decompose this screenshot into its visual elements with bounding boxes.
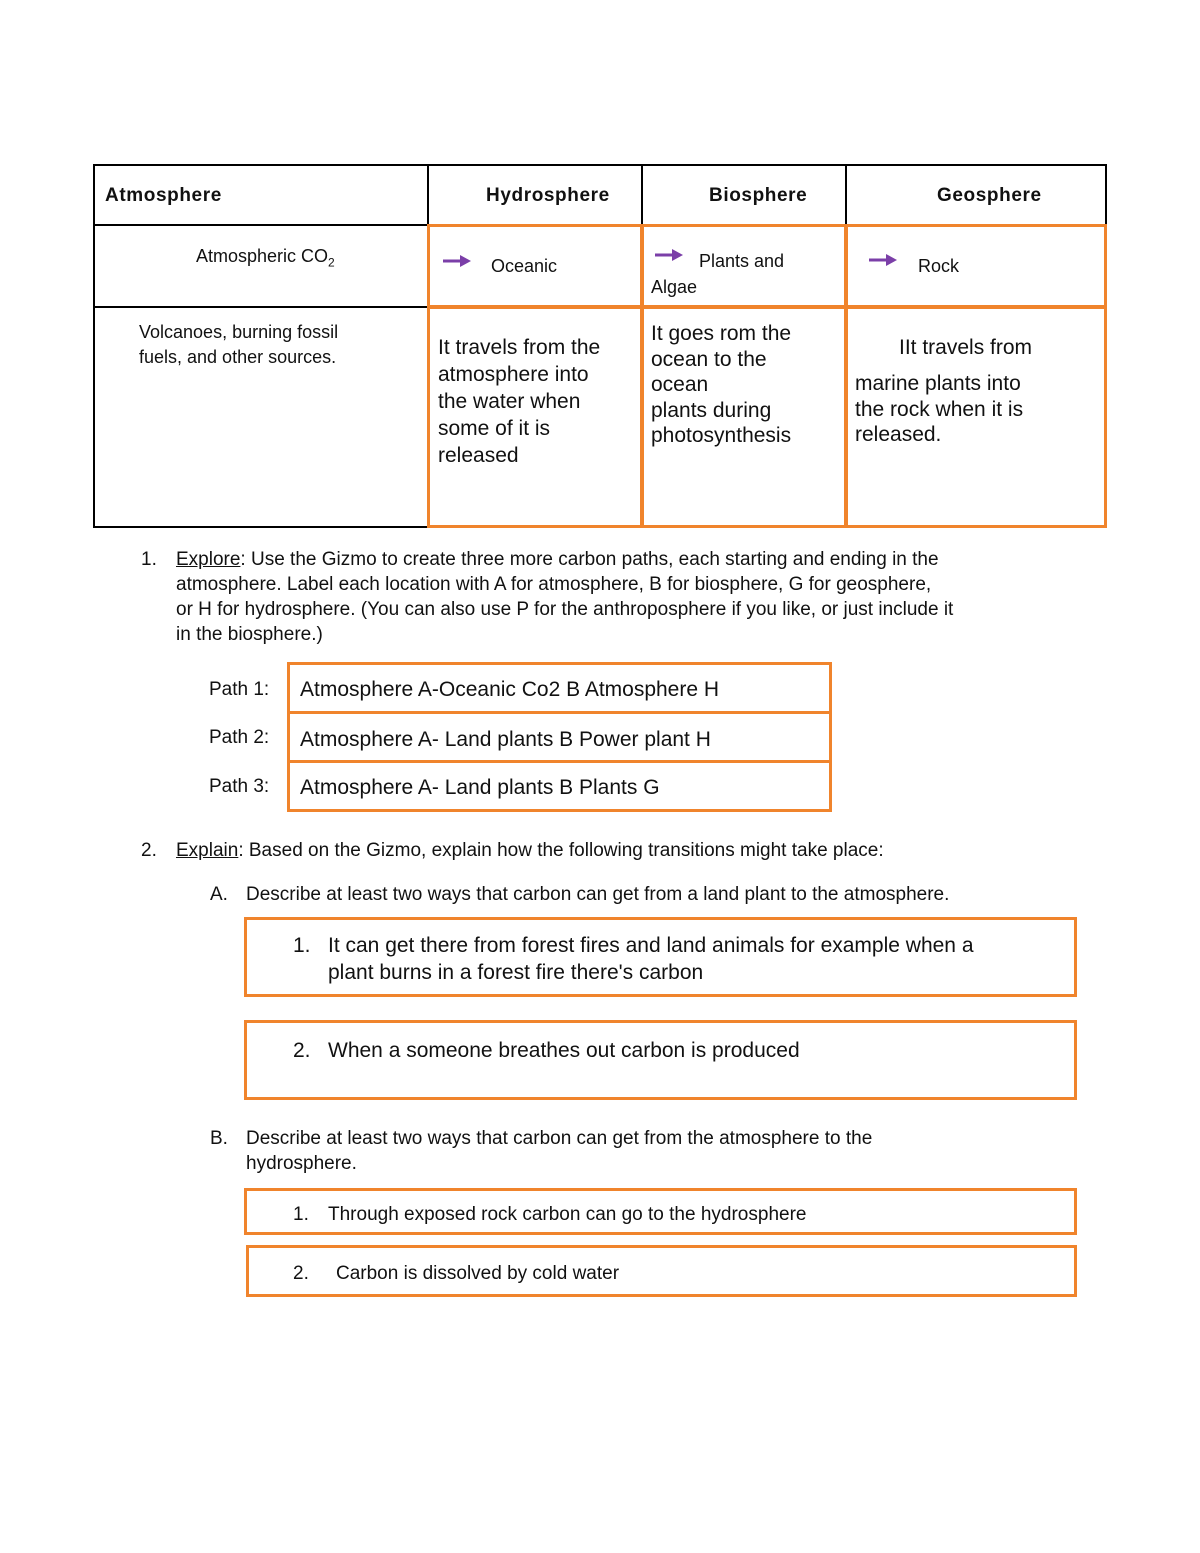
- text-line: marine plants into: [855, 372, 1021, 395]
- explain-keyword: Explain: [176, 840, 239, 861]
- header-biosphere: Biosphere: [709, 185, 808, 206]
- answer-number: 2.: [293, 1263, 309, 1284]
- explore-keyword: Explore: [176, 549, 241, 570]
- answer-number: 1.: [293, 1204, 309, 1225]
- part-b-answer-2-text: Carbon is dissolved by cold water: [336, 1263, 620, 1284]
- text-line: some of it is: [438, 417, 551, 440]
- atmospheric-co2-text: Atmospheric CO: [196, 246, 329, 266]
- biosphere-description: [651, 321, 791, 449]
- question-2-text: [176, 838, 884, 863]
- cell-hydrosphere-row1: [427, 224, 643, 308]
- oceanic-text: Oceanic: [491, 256, 558, 276]
- path-2-label: Path 2:: [209, 727, 270, 748]
- atmosphere-sources-text: [139, 320, 338, 370]
- cell-hydrosphere-row2: [427, 306, 643, 528]
- text-line: plants during: [651, 398, 772, 422]
- plants-and-text: Plants and: [699, 251, 785, 271]
- path-1-answer: Atmosphere A-Oceanic Co2 B Atmosphere H: [300, 678, 720, 701]
- part-a-answer-2-text: When a someone breathes out carbon is produced: [328, 1039, 800, 1062]
- text-line: in the biosphere.): [176, 624, 323, 645]
- text-line: [176, 547, 1086, 572]
- header-cell-atmosphere: [93, 164, 429, 226]
- right-arrow-icon: [442, 254, 472, 268]
- cell-atmosphere-row2: [93, 306, 429, 528]
- text-line: It goes rom the: [651, 322, 792, 345]
- text-line: fuels, and other sources.: [139, 347, 337, 367]
- answer-number: 2.: [293, 1039, 311, 1062]
- path-1-answer-box[interactable]: [287, 662, 832, 714]
- rock-text: Rock: [918, 256, 960, 276]
- path-2-answer: Atmosphere A- Land plants B Power plant H: [300, 728, 711, 751]
- text-line: Volcanoes, burning fossil: [139, 322, 339, 342]
- part-a-answer-1-text: [328, 932, 974, 986]
- part-a-answer-1-box[interactable]: [244, 917, 1077, 997]
- hydrosphere-description: [438, 334, 600, 469]
- part-a-prompt: Describe at least two ways that carbon can get from a land plant to the atmosphere.: [246, 884, 950, 905]
- header-hydrosphere: Hydrosphere: [486, 185, 610, 206]
- cell-atmosphere-row1: [93, 224, 429, 308]
- header-atmosphere: Atmosphere: [105, 185, 222, 206]
- part-a-letter: A.: [210, 884, 228, 905]
- question-1-number: 1.: [141, 549, 157, 570]
- part-b-letter: B.: [210, 1128, 228, 1149]
- geosphere-first-line: IIt travels from: [899, 336, 1033, 359]
- header-geosphere: Geosphere: [937, 185, 1042, 206]
- part-b-answer-2-box[interactable]: [246, 1245, 1077, 1297]
- text-line: released: [438, 444, 519, 467]
- text-line: the rock when it is: [855, 397, 1024, 421]
- text-line: It can get there from forest fires and land animals for example when a: [328, 934, 974, 957]
- text-line: hydrosphere.: [246, 1153, 357, 1174]
- path-3-answer-box[interactable]: [287, 760, 832, 812]
- part-b-answer-1-box[interactable]: [244, 1188, 1077, 1235]
- question-2-number: 2.: [141, 840, 157, 861]
- right-arrow-icon: [654, 248, 684, 262]
- question-1-text: [176, 547, 1086, 647]
- text-line: It travels from the: [438, 336, 601, 359]
- text-line: ocean to the: [651, 347, 767, 371]
- cell-geosphere-row1: [845, 224, 1107, 308]
- co2-subscript: 2: [328, 255, 335, 270]
- header-cell-biosphere: [641, 164, 847, 226]
- text-line: released.: [855, 423, 942, 446]
- path-2-answer-box[interactable]: [287, 711, 832, 763]
- text-line: atmosphere into: [438, 363, 589, 386]
- text-segment: : Based on the Gizmo, explain how the following transitions might take place:: [238, 840, 884, 861]
- algae-text: Algae: [651, 277, 698, 297]
- text-line: plant burns in a forest fire there's carbon: [328, 961, 704, 984]
- cell-geosphere-row2: [845, 306, 1107, 528]
- atmospheric-co2-label: [196, 244, 335, 276]
- right-arrow-icon: [868, 253, 898, 267]
- path-3-answer: Atmosphere A- Land plants B Plants G: [300, 776, 660, 799]
- text-line: ocean: [651, 373, 709, 396]
- text-line: or H for hydrosphere. (You can also use P for the anthroposphere if you like, or just include it: [176, 599, 954, 620]
- path-1-label: Path 1:: [209, 679, 270, 700]
- part-a-answer-2-box[interactable]: [244, 1020, 1077, 1100]
- answer-number: 1.: [293, 934, 311, 957]
- text-segment: : Use the Gizmo to create three more carbon paths, each starting and ending in the: [240, 549, 939, 570]
- geosphere-description: [855, 371, 1023, 448]
- path-3-label: Path 3:: [209, 776, 270, 797]
- header-cell-hydrosphere: [427, 164, 643, 226]
- text-line: atmosphere. Label each location with A for atmosphere, B for biosphere, G for geosphere,: [176, 574, 932, 595]
- text-line: the water when: [438, 390, 581, 413]
- text-line: Describe at least two ways that carbon can get from the atmosphere to the: [246, 1128, 873, 1149]
- cell-biosphere-row2: [641, 306, 847, 528]
- part-b-prompt: [246, 1126, 872, 1176]
- header-cell-geosphere: [845, 164, 1107, 226]
- part-b-answer-1-text: Through exposed rock carbon can go to the hydrosphere: [328, 1204, 807, 1225]
- cell-biosphere-row1: [641, 224, 847, 308]
- text-line: photosynthesis: [651, 424, 792, 447]
